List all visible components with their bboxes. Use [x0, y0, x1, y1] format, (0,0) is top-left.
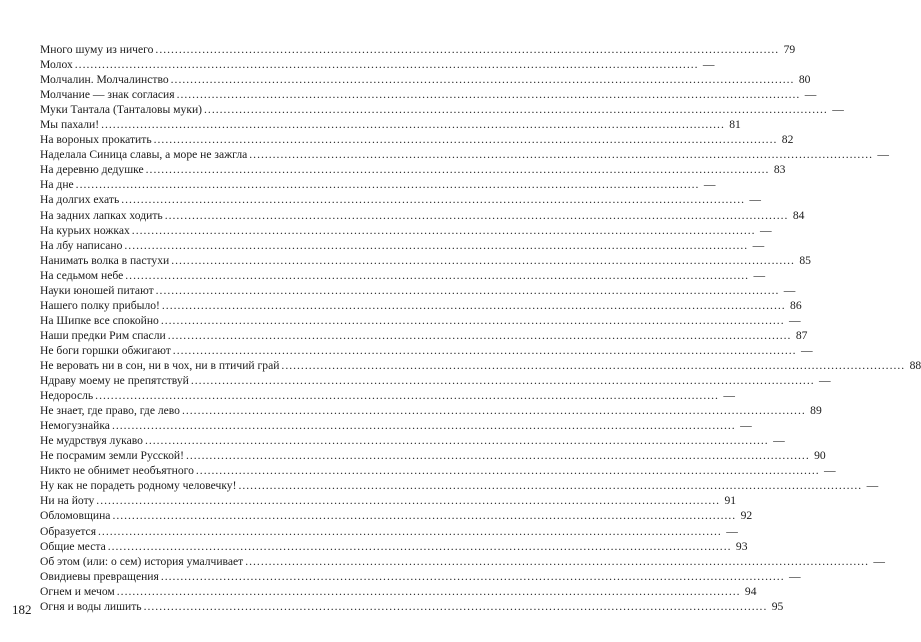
- toc-entry: [40, 463, 836, 478]
- dot-leader: [95, 388, 719, 403]
- toc-entry-page: —: [804, 88, 817, 102]
- toc-entry-title: Немогузнайка: [40, 419, 110, 433]
- toc-entry-page: —: [723, 389, 735, 403]
- dot-leader: [112, 508, 736, 523]
- toc-entry: [40, 147, 890, 162]
- toc-entry: [40, 298, 802, 313]
- toc-entry-title: Много шуму из ничего: [40, 43, 154, 56]
- toc-entry-title: На лбу написано: [40, 238, 123, 252]
- toc-entry-page: 86: [790, 298, 802, 312]
- toc-entry: [40, 238, 765, 253]
- dot-leader: [281, 358, 905, 373]
- toc-entry: [40, 584, 757, 599]
- toc-entry-page: 79: [783, 43, 796, 56]
- dot-leader: [196, 463, 820, 478]
- dot-leader: [186, 448, 810, 463]
- toc-entry-page: —: [800, 343, 813, 357]
- toc-entry: [40, 599, 784, 614]
- toc-entry-page: —: [789, 313, 801, 327]
- table-of-contents: [40, 42, 921, 614]
- toc-entry-page: 93: [735, 539, 748, 553]
- dot-leader: [182, 403, 806, 418]
- toc-entry-page: —: [824, 464, 836, 478]
- toc-entry-page: 91: [724, 494, 737, 508]
- toc-entry-title: Молчалин. Молчалинство: [40, 73, 169, 87]
- toc-entry-title: Огня и воды лишить: [40, 599, 142, 613]
- toc-entry: [40, 223, 772, 238]
- toc-entry: [40, 57, 715, 72]
- toc-entry-page: —: [753, 268, 766, 282]
- toc-entry: [40, 539, 748, 554]
- toc-entry: [40, 508, 753, 523]
- page-number: 182: [12, 602, 32, 617]
- toc-entry-title: Не боги горшки обжигают: [40, 343, 171, 357]
- toc-entry-page: —: [832, 103, 844, 117]
- dot-leader: [125, 268, 749, 283]
- toc-entry: [40, 283, 796, 298]
- toc-entry-page: —: [773, 434, 785, 448]
- toc-entry-page: —: [789, 569, 801, 583]
- toc-entry-title: На Шипке все спокойно: [40, 313, 159, 327]
- dot-leader: [96, 493, 720, 508]
- toc-entry-page: —: [873, 554, 885, 568]
- dot-leader: [132, 223, 756, 238]
- toc-entry-title: Науки юношей питают: [40, 283, 154, 297]
- toc-entry-title: Никто не обнимет необъятного: [40, 464, 194, 478]
- toc-entry-page: 89: [810, 404, 822, 418]
- toc-entry-page: 95: [771, 599, 784, 613]
- dot-leader: [155, 42, 779, 57]
- toc-entry: [40, 72, 811, 87]
- dot-leader: [162, 298, 786, 313]
- dot-leader: [168, 328, 792, 343]
- toc-entry-page: —: [749, 193, 761, 207]
- toc-entry: [40, 448, 826, 463]
- toc-entry-page: —: [819, 374, 831, 388]
- toc-entry: [40, 208, 805, 223]
- toc-entry-title: На дне: [40, 178, 74, 192]
- toc-entry: [40, 554, 885, 569]
- dot-leader: [146, 162, 770, 177]
- toc-entry-page: 82: [781, 133, 794, 147]
- dot-leader: [117, 584, 741, 599]
- toc-entry-title: Огнем и мечом: [40, 584, 115, 598]
- dot-leader: [75, 57, 699, 72]
- toc-entry-page: 88: [909, 358, 921, 372]
- toc-entry-title: Не знает, где право, где лево: [40, 404, 180, 418]
- dot-leader: [161, 569, 785, 584]
- toc-entry-title: Не веровать ни в сон, ни в чох, ни в птичий грай: [40, 358, 280, 372]
- dot-leader: [101, 117, 725, 132]
- toc-entry: [40, 418, 752, 433]
- toc-entry: [40, 313, 801, 328]
- dot-leader: [249, 147, 873, 162]
- toc-entry-page: —: [783, 283, 796, 297]
- dot-leader: [245, 554, 869, 569]
- toc-entry: [40, 132, 794, 147]
- toc-entry: [40, 373, 831, 388]
- toc-entry-title: Образуется: [40, 524, 97, 538]
- toc-entry-title: На курьих ножках: [40, 223, 130, 237]
- dot-leader: [171, 72, 795, 87]
- toc-entry-page: 83: [773, 163, 786, 177]
- toc-entry-title: Наши предки Рим спасли: [40, 328, 166, 342]
- toc-entry: [40, 328, 808, 343]
- toc-entry-page: 81: [729, 118, 741, 132]
- dot-leader: [98, 524, 722, 539]
- toc-entry-page: —: [759, 223, 772, 237]
- toc-entry-page: —: [726, 524, 738, 538]
- dot-leader: [177, 87, 801, 102]
- toc-entry-title: Нашего полку прибыло!: [40, 298, 160, 312]
- toc-entry-title: На седьмом небе: [40, 268, 124, 282]
- dot-leader: [145, 433, 769, 448]
- toc-entry: [40, 433, 785, 448]
- toc-entry-title: Не мудрствуя лукаво: [40, 434, 143, 448]
- toc-entry-page: 80: [798, 73, 811, 87]
- toc-entry: [40, 403, 822, 418]
- toc-entry-page: 84: [792, 208, 805, 222]
- dot-leader: [173, 343, 797, 358]
- toc-entry: [40, 524, 738, 539]
- toc-entry-page: 87: [795, 328, 808, 342]
- dot-leader: [76, 177, 700, 192]
- dot-leader: [191, 373, 815, 388]
- dot-leader: [204, 102, 828, 117]
- dot-leader: [165, 208, 789, 223]
- toc-entry: [40, 162, 786, 177]
- toc-entry: [40, 177, 716, 192]
- toc-entry-title: Молчание — знак согласия: [40, 88, 175, 102]
- dot-leader: [124, 238, 748, 253]
- toc-entry-page: 85: [799, 253, 811, 267]
- toc-entry: [40, 117, 741, 132]
- toc-entry-title: Муки Тантала (Танталовы муки): [40, 103, 203, 117]
- dot-leader: [144, 599, 768, 614]
- toc-entry-title: Овидиевы превращения: [40, 569, 159, 583]
- toc-entry: [40, 343, 813, 358]
- toc-entry: [40, 388, 735, 403]
- dot-leader: [238, 478, 862, 493]
- toc-entry-page: —: [740, 419, 752, 433]
- dot-leader: [108, 539, 732, 554]
- toc-entry: [40, 192, 761, 207]
- dot-leader: [112, 418, 736, 433]
- toc-entry-title: Об этом (или: о сем) история умалчивает: [40, 554, 244, 568]
- toc-entry: [40, 268, 766, 283]
- toc-entry-page: 92: [740, 509, 753, 523]
- toc-entry-title: Наделала Синица славы, а море не зажгла: [40, 148, 248, 162]
- toc-entry-page: —: [703, 178, 716, 192]
- toc-entry-page: 94: [744, 584, 757, 598]
- toc-entry-title: Недоросль: [40, 389, 94, 403]
- dot-leader: [154, 132, 778, 147]
- toc-entry-title: Не посрамим земли Русской!: [40, 449, 184, 463]
- toc-entry-page: 90: [814, 449, 826, 463]
- toc-entry-page: —: [866, 479, 879, 493]
- toc-entry-page: —: [752, 238, 765, 252]
- toc-entry-title: Обломовщина: [40, 509, 111, 523]
- toc-entry-title: На деревню дедушке: [40, 163, 144, 177]
- dot-leader: [121, 192, 745, 207]
- toc-entry-page: —: [702, 58, 715, 72]
- dot-leader: [156, 283, 780, 298]
- toc-entry-title: Ни на йоту: [40, 494, 95, 508]
- toc-entry: [40, 253, 811, 268]
- toc-entry: [40, 493, 737, 508]
- toc-entry: [40, 102, 844, 117]
- toc-entry-title: Общие места: [40, 539, 106, 553]
- toc-entry-title: На задних лапках ходить: [40, 208, 163, 222]
- dot-leader: [161, 313, 785, 328]
- toc-entry: [40, 87, 817, 102]
- toc-entry-page: —: [877, 148, 890, 162]
- toc-entry: [40, 358, 921, 373]
- toc-entry-title: Нанимать волка в пастухи: [40, 253, 170, 267]
- toc-entry-title: Ну как не порадеть родному человечку!: [40, 479, 237, 493]
- toc-entry-title: Ндраву моему не препятствуй: [40, 374, 189, 388]
- toc-entry-title: На вороных прокатить: [40, 133, 152, 147]
- toc-entry-title: Молох: [40, 58, 73, 72]
- toc-entry-title: На долгих ехать: [40, 193, 120, 207]
- toc-entry: [40, 42, 796, 57]
- toc-entry: [40, 569, 801, 584]
- dot-leader: [171, 253, 795, 268]
- toc-entry-title: Мы пахали!: [40, 118, 100, 132]
- toc-entry: [40, 478, 879, 493]
